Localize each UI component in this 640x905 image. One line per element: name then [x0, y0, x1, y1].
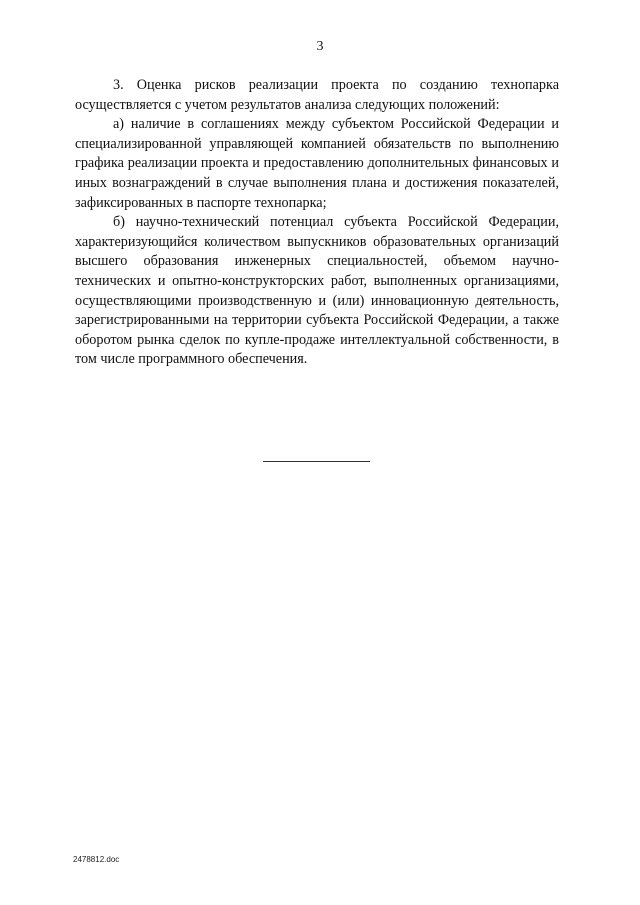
paragraph-3-risk-assessment: 3. Оценка рисков реализации проекта по созданию технопарка осуществляется с учетом результатов анализа следующих положений: [75, 77, 559, 113]
document-body [75, 76, 559, 370]
paragraph-a-agreements: а) наличие в соглашениях между субъектом Российской Федерации и специализированной управляющей компанией обязательств по выполнению графика реализации проекта и предоставлению дополнительных финансовых и иных вознаграждений в случае выполнения плана и достижения показателей, зафиксированных в паспорте технопарка; [75, 116, 559, 211]
page-number: 3 [316, 39, 324, 54]
paragraph-b-scientific-potential: б) научно-технический потенциал субъекта Российской Федерации, характеризующийся количеством выпускников образовательных организаций высшего образования инженерных специальностей, объемом научно-технических и опытно-конструкторских работ, выполненных организациями, осуществляющими производственную и (или) инновационную деятельность, зарегистрированными на территории субъекта Российской Федерации, а также оборотом рынка сделок по купле-продаже интеллектуальной собственности, в том числе программного обеспечения. [75, 214, 559, 368]
end-of-text-rule [263, 461, 370, 462]
footer-document-id: 2478812.doc [73, 855, 120, 864]
